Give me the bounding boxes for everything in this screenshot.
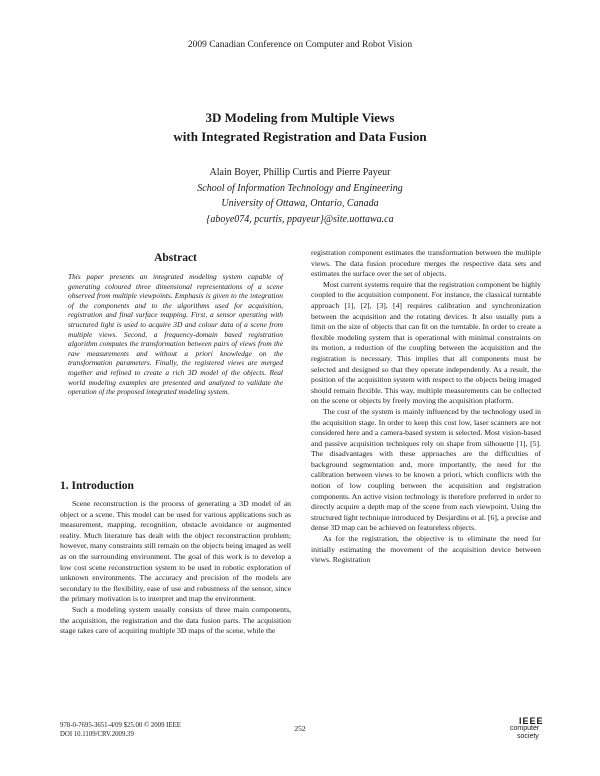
author-block — [0, 165, 600, 227]
title-line-2: with Integrated Registration and Data Fusion — [173, 129, 427, 144]
author-names: Alain Boyer, Phillip Curtis and Pierre Payeur — [209, 167, 391, 178]
abstract-heading: Abstract — [154, 252, 197, 264]
affiliation-school: School of Information Technology and Engineering — [197, 182, 403, 194]
affiliation-university: University of Ottawa, Ontario, Canada — [221, 198, 379, 209]
footer-doi: DOI 10.1109/CRV.2009.39 — [60, 730, 134, 738]
right-column — [311, 248, 541, 566]
logo-mark: IEEE — [519, 716, 544, 726]
page-number: 252 — [294, 724, 306, 733]
intro-paragraph-1: Scene reconstruction is the process of generating a 3D model of an object or a scene. This model can be used for various applications such as measurement, mapping, recognition, obstacle avoidance or augmented reality. Much literature has dealt with the object reconstruction problem; however, many constraints still remain on the objects being imaged as well as on the surrounding environment. The goal of this work is to develop a low cost scene reconstruction system to be used in robotic exploration of unknown environments. The accuracy and precision of the models are secondary to the flexibility, ease of use and robustness of the sensor, since the primary motivation is to interpret and map the environment. — [60, 499, 291, 604]
intro-paragraph-2: Such a modeling system usually consists of three main components, the acquisition, the registration and the data fusion parts. The acquisition stage takes care of acquiring multiple 3D maps of the scene, while the — [60, 604, 291, 636]
logo-text-computer: computer — [510, 725, 540, 732]
paper-title — [0, 108, 600, 146]
abstract-text: This paper presents an integrated modeling system capable of generating coloured three dimensional representations of a scene observed from multiple viewpoints. Emphasis is given to the integration of the components and to the algorithms used for acquisition, registration and final surface mapping. First, a sensor operating with structured light is used to acquire 3D and colour data of a scene from multiple views. Second, a frequency-domain based registration algorithm computes the transformation between pairs of views from the raw measurements and without a priori knowledge on the transformation parameters. Finally, the registered views are merged together and refined to create a rich 3D model of the objects. Real world modeling examples are presented and analyzed to validate the operation of the proposed integrated modeling system. — [68, 272, 283, 397]
right-paragraph-4: As for the registration, the objective is to eliminate the need for initially estimating the movement of the acquisition device between views. Registration — [311, 534, 541, 565]
author-emails: {aboye074, pcurtis, ppayeur}@site.uottawa.ca — [206, 213, 394, 225]
introduction-heading: 1. Introduction — [60, 480, 134, 492]
introduction-body — [60, 499, 291, 637]
title-line-1: 3D Modeling from Multiple Views — [205, 110, 395, 125]
conference-header: 2009 Canadian Conference on Computer and Robot Vision — [187, 40, 413, 50]
right-paragraph-1: registration component estimates the transformation between the multiple views. The data fusion procedure merges the respective data sets and estimates the surface over the set of objects. — [311, 248, 541, 279]
right-paragraph-2: Most current systems require that the registration component be highly coupled to the acquisition component. For instance, the classical turntable approach [1], [2], [3], [4] requires calibration and synchronization between the acquisition and the rotating devices. It also usually puts a limit on the size of objects that can fit on the turntable. In order to create a flexible modeling system that is operational with minimal constraints on its motion, a reduction of the coupling between the acquisition and the registration is necessary. This implies that all components must be selected and designed so that they operate independently. As a result, the position of the acquisition system with respect to the objects being imaged should remain flexible. This way, multiple measurements can be collected on the scene or objects by freely moving the acquisition platform. — [311, 279, 541, 406]
right-paragraph-3: The cost of the system is mainly influenced by the technology used in the acquisition stage. In order to keep this cost low, laser scanners are not considered here and a camera-based system is selected. Most vision-based and passive acquisition techniques rely on shape from silhouette [1], [5]. The disadvantages with these approaches are the difficulties of background segmentation and, more importantly, the need for the calibration between views to be known a priori, which conflicts with the notion of low coupling between the acquisition and registration components. An active vision technology is therefore preferred in order to directly acquire a depth map of the scene from each viewpoint. Using the structured light technique introduced by Desjardins et al. [6], a precise and dense 3D map can be achieved on featureless objects. — [311, 406, 541, 533]
footer-isbn: 978-0-7695-3651-4/09 $25.00 © 2009 IEEE — [60, 722, 181, 729]
ieee-computer-society-logo — [497, 716, 547, 746]
logo-text-society: society — [517, 733, 539, 740]
